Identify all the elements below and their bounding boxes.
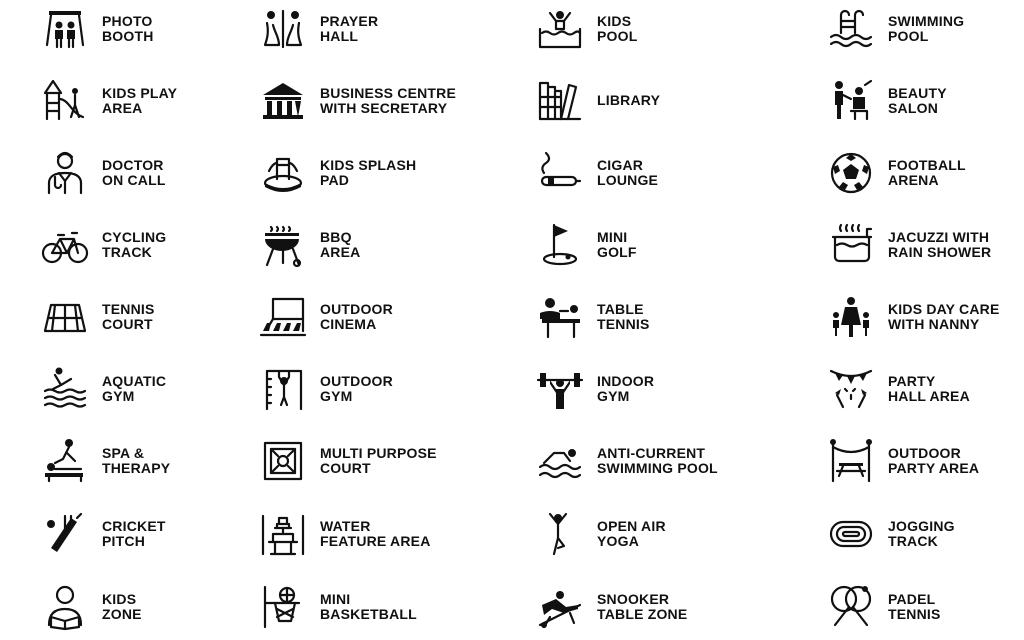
amenity-label-line: COURT (102, 316, 153, 332)
amenity-spa-therapy (40, 434, 260, 488)
amenity-label (320, 14, 378, 45)
amenity-label (597, 374, 654, 405)
amenity-label-line: GYM (320, 388, 353, 404)
amenity-label-line: HALL (320, 28, 359, 44)
golf-flag-icon (535, 220, 585, 270)
amenity-label-line: TENNIS (102, 300, 155, 317)
amenity-kids-splash-pad (258, 146, 478, 200)
amenity-label (102, 86, 177, 117)
amenity-label-line: TABLE ZONE (597, 606, 688, 622)
amenity-label-line: LOUNGE (597, 172, 659, 188)
amenity-label-line: OUTDOOR (888, 444, 961, 461)
amenity-label (102, 592, 142, 623)
amenity-label (888, 446, 979, 477)
amenity-label-line: PARTY (888, 372, 936, 389)
amenity-library (535, 74, 755, 128)
amenity-label-line: KIDS DAY CARE (888, 300, 1000, 317)
amenity-label-line: SWIMMING POOL (597, 460, 718, 476)
amenity-label-line: ANTI-CURRENT (597, 444, 706, 461)
amenity-label-line: BOOTH (102, 28, 154, 44)
amenity-label (102, 519, 166, 550)
amenity-label-line: SPA & (102, 444, 145, 461)
amenity-aquatic-gym (40, 362, 260, 416)
amenity-label (888, 86, 947, 117)
amenity-label (888, 302, 1000, 333)
basketball-hoop-icon (258, 582, 308, 632)
amenity-label-line: HALL AREA (888, 388, 970, 404)
amenity-label-line: KIDS (597, 12, 632, 29)
bicycle-icon (40, 220, 90, 270)
amenity-label-line: WITH SECRETARY (320, 100, 448, 116)
beauty-salon-icon (826, 76, 876, 126)
amenity-cycling-track (40, 218, 260, 272)
kids-splash-pad-icon (258, 148, 308, 198)
amenity-label-line: CIGAR (597, 156, 644, 173)
amenity-prayer-hall (258, 2, 478, 56)
amenity-label (320, 302, 393, 333)
amenity-kids-play-area (40, 74, 260, 128)
amenity-label (320, 86, 456, 117)
amenity-label (597, 230, 637, 261)
amenity-label-line: ON CALL (102, 172, 166, 188)
amenity-label (888, 14, 964, 45)
cigar-icon (535, 148, 585, 198)
amenity-label-line: MINI (597, 228, 628, 245)
amenity-label-line: GOLF (597, 244, 637, 260)
amenity-label (102, 158, 166, 189)
cinema-icon (258, 292, 308, 342)
amenity-jogging-track (826, 507, 1024, 561)
amenity-label (320, 374, 393, 405)
amenity-label-line: BEAUTY (888, 84, 947, 101)
amenity-label-line: WITH NANNY (888, 316, 980, 332)
amenity-bbq-area (258, 218, 478, 272)
amenity-label (320, 158, 416, 189)
padel-racket-icon (826, 582, 876, 632)
amenity-label (597, 93, 660, 109)
amenity-label-line: FOOTBALL (888, 156, 966, 173)
amenity-business-centre (258, 74, 478, 128)
amenity-label-line: OUTDOOR (320, 372, 393, 389)
amenity-label (320, 230, 360, 261)
party-bunting-icon (826, 364, 876, 414)
weightlifting-icon (535, 364, 585, 414)
pull-up-bar-icon (258, 364, 308, 414)
amenity-label-line: KIDS (102, 590, 137, 607)
amenity-tennis-court (40, 290, 260, 344)
amenity-kids-day-care (826, 290, 1024, 344)
amenity-label-line: PARTY AREA (888, 460, 980, 476)
amenity-label-line: RAIN SHOWER (888, 244, 992, 260)
amenity-label (320, 592, 417, 623)
business-centre-icon (258, 76, 308, 126)
amenity-label-line: WATER (320, 517, 371, 534)
snooker-icon (535, 582, 585, 632)
amenity-label (597, 158, 658, 189)
amenity-label-line: PHOTO (102, 12, 153, 29)
amenity-label-line: POOL (597, 28, 638, 44)
running-track-icon (826, 509, 876, 559)
amenity-party-hall (826, 362, 1024, 416)
amenity-padel-tennis (826, 580, 1024, 634)
amenity-label-line: BUSINESS CENTRE (320, 84, 457, 101)
amenity-beauty-salon (826, 74, 1024, 128)
amenity-label (597, 446, 718, 477)
jacuzzi-icon (826, 220, 876, 270)
prayer-hall-icon (258, 4, 308, 54)
amenity-water-feature (258, 507, 478, 561)
amenity-label-line: LIBRARY (597, 92, 661, 109)
amenity-label (102, 230, 166, 261)
amenity-label-line: OUTDOOR (320, 300, 393, 317)
amenity-label (102, 446, 170, 477)
amenity-football-arena (826, 146, 1024, 200)
fountain-icon (258, 509, 308, 559)
kids-pool-icon (535, 4, 585, 54)
amenity-label-line: MINI (320, 590, 351, 607)
amenity-label (888, 230, 991, 261)
bbq-grill-icon (258, 220, 308, 270)
amenity-label-line: SWIMMING (888, 12, 965, 29)
amenity-label (102, 14, 154, 45)
amenity-label-line: AREA (102, 100, 143, 116)
cricket-icon (40, 509, 90, 559)
amenity-label-line: BBQ (320, 228, 352, 245)
picnic-table-icon (826, 436, 876, 486)
amenity-kids-zone (40, 580, 260, 634)
kids-play-area-icon (40, 76, 90, 126)
amenity-snooker (535, 580, 755, 634)
amenity-label-line: PRAYER (320, 12, 379, 29)
amenity-jacuzzi (826, 218, 1024, 272)
football-icon (826, 148, 876, 198)
library-icon (535, 76, 585, 126)
amenity-label-line: INDOOR (597, 372, 655, 389)
amenity-label-line: MULTI PURPOSE (320, 444, 437, 461)
amenity-label-line: PAD (320, 172, 350, 188)
photo-booth-icon (40, 4, 90, 54)
amenity-label (597, 14, 637, 45)
amenity-label-line: TRACK (888, 533, 938, 549)
amenity-label (888, 158, 966, 189)
amenity-label-line: OPEN AIR (597, 517, 666, 534)
amenity-label (597, 519, 666, 550)
aquatic-gym-icon (40, 364, 90, 414)
amenity-label-line: ARENA (888, 172, 939, 188)
table-tennis-icon (535, 292, 585, 342)
amenity-multi-purpose-court (258, 434, 478, 488)
amenity-label-line: AQUATIC (102, 372, 167, 389)
amenity-label-line: PADEL (888, 590, 936, 607)
amenity-cricket-pitch (40, 507, 260, 561)
amenity-outdoor-cinema (258, 290, 478, 344)
amenity-label (888, 592, 941, 623)
amenity-label-line: AREA (320, 244, 361, 260)
amenity-label-line: SALON (888, 100, 938, 116)
amenity-open-air-yoga (535, 507, 755, 561)
amenity-photo-booth (40, 2, 260, 56)
amenity-label-line: SNOOKER (597, 590, 670, 607)
amenity-label-line: ZONE (102, 606, 142, 622)
amenity-label-line: CINEMA (320, 316, 377, 332)
yoga-icon (535, 509, 585, 559)
amenity-label-line: FEATURE AREA (320, 533, 431, 549)
amenity-label (888, 374, 970, 405)
amenity-label (102, 374, 166, 405)
amenity-label-line: JACUZZI WITH (888, 228, 990, 245)
amenity-label (320, 446, 437, 477)
amenity-label (102, 302, 155, 333)
amenity-label-line: GYM (597, 388, 630, 404)
amenity-label-line: GYM (102, 388, 135, 404)
amenity-doctor-on-call (40, 146, 260, 200)
amenity-label-line: KIDS SPLASH (320, 156, 417, 173)
amenity-swimming-pool (826, 2, 1024, 56)
amenity-label (320, 519, 431, 550)
amenity-label-line: CYCLING (102, 228, 167, 245)
amenity-label-line: THERAPY (102, 460, 171, 476)
amenity-label-line: TABLE (597, 300, 644, 317)
amenity-kids-pool (535, 2, 755, 56)
swimmer-icon (535, 436, 585, 486)
amenity-table-tennis (535, 290, 755, 344)
massage-icon (40, 436, 90, 486)
amenity-label-line: JOGGING (888, 517, 955, 534)
swimming-pool-icon (826, 4, 876, 54)
kid-reading-icon (40, 582, 90, 632)
amenity-anti-current-pool (535, 434, 755, 488)
tennis-court-icon (40, 292, 90, 342)
amenity-label (597, 302, 650, 333)
amenity-label-line: YOGA (597, 533, 640, 549)
doctor-icon (40, 148, 90, 198)
amenity-label-line: DOCTOR (102, 156, 164, 173)
amenity-indoor-gym (535, 362, 755, 416)
amenity-label-line: CRICKET (102, 517, 166, 534)
amenity-label-line: COURT (320, 460, 371, 476)
amenity-label (597, 592, 687, 623)
amenity-outdoor-party (826, 434, 1024, 488)
amenity-label-line: BASKETBALL (320, 606, 417, 622)
amenity-label-line: POOL (888, 28, 929, 44)
amenity-label-line: KIDS PLAY (102, 84, 178, 101)
amenity-outdoor-gym (258, 362, 478, 416)
day-care-icon (826, 292, 876, 342)
amenity-label-line: PITCH (102, 533, 145, 549)
amenity-label (888, 519, 955, 550)
amenity-label-line: TRACK (102, 244, 152, 260)
multi-court-icon (258, 436, 308, 486)
amenity-label-line: TENNIS (888, 606, 941, 622)
amenity-cigar-lounge (535, 146, 755, 200)
amenity-label-line: TENNIS (597, 316, 650, 332)
amenity-mini-golf (535, 218, 755, 272)
amenity-mini-basketball (258, 580, 478, 634)
